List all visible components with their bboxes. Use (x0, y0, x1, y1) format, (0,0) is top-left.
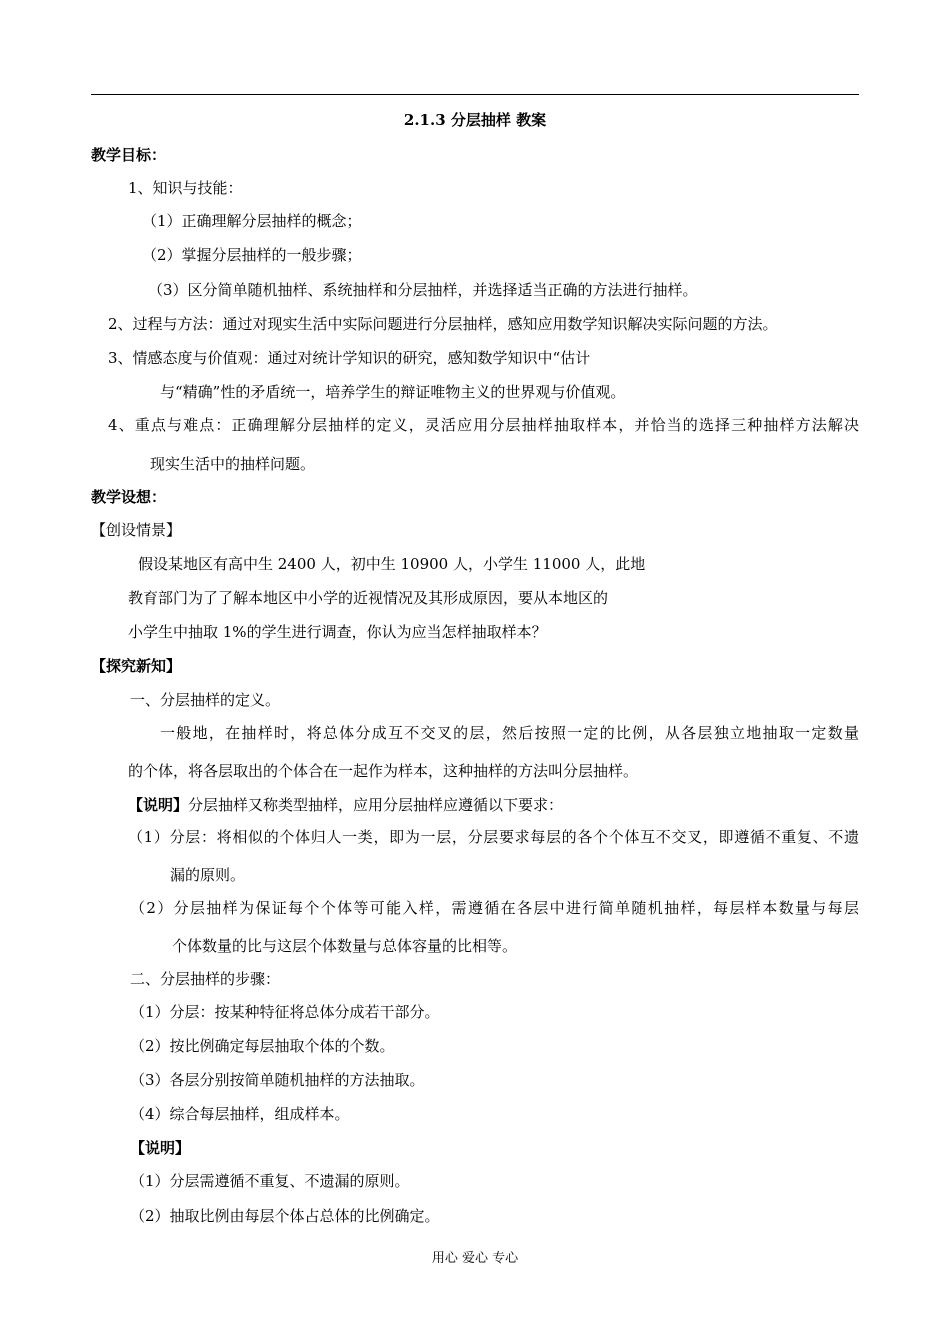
note-1-item-2-line-1: （2）分层抽样为保证每个个体等可能入样，需遵循在各层中进行简单随机抽样，每层样本数量与每层 (130, 899, 859, 917)
scenario-line-3: 小学生中抽取 1%的学生进行调查，你认为应当怎样抽取样本？ (128, 623, 547, 641)
scenario-line-2: 教育部门为了了解本地区中小学的近视情况及其形成原因，要从本地区的 (128, 589, 609, 607)
note-1-item-1-line-1: （1）分层：将相似的个体归人一类，即为一层，分层要求每层的各个个体互不交叉，即遵循不重复、不遗 (128, 828, 859, 846)
goal-1-item-1: （1）正确理解分层抽样的概念； (142, 212, 362, 230)
step-4: （4）综合每层抽样，组成样本。 (130, 1105, 350, 1123)
goals-heading: 教学目标： (91, 146, 167, 164)
note-1-tag: 【说明】 (128, 796, 189, 814)
goal-1: 1、知识与技能： (128, 179, 243, 197)
step-1: （1）分层：按某种特征将总体分成若干部分。 (130, 1003, 440, 1021)
page-title: 2.1.3 分层抽样 教案 (403, 111, 547, 129)
note-1-item-2-line-2: 个体数量的比与这层个体数量与总体容量的比相等。 (172, 937, 518, 955)
steps-heading: 二、分层抽样的步骤： (130, 970, 281, 988)
step-3: （3）各层分别按简单随机抽样的方法抽取。 (130, 1071, 425, 1089)
note-1 (128, 796, 563, 814)
note-1-item-1-line-2: 漏的原则。 (170, 866, 246, 884)
note-2-tag: 【说明】 (130, 1139, 191, 1157)
goal-3-line-1: 3、情感态度与价值观：通过对统计学知识的研究，感知数学知识中“估计 (108, 349, 591, 367)
goal-1-item-3: （3）区分简单随机抽样、系统抽样和分层抽样，并选择适当正确的方法进行抽样。 (148, 281, 698, 299)
scenario-heading: 【创设情景】 (91, 521, 182, 539)
scenario-line-1: 假设某地区有高中生 2400 人，初中生 10900 人，小学生 11000 人，此地 (138, 555, 646, 573)
definition-heading: 一、分层抽样的定义。 (130, 691, 281, 709)
note-2-item-1: （1）分层需遵循不重复、不遗漏的原则。 (130, 1172, 410, 1190)
goal-3-line-2: 与“精确”性的矛盾统一，培养学生的辩证唯物主义的世界观与价值观。 (160, 383, 626, 401)
definition-line-1: 一般地，在抽样时，将总体分成互不交叉的层，然后按照一定的比例，从各层独立地抽取一定数量 (160, 724, 859, 742)
note-2-item-2: （2）抽取比例由每层个体占总体的比例确定。 (130, 1207, 440, 1225)
step-2: （2）按比例确定每层抽取个体的个数。 (130, 1037, 395, 1055)
design-heading: 教学设想： (91, 488, 167, 506)
goal-4-line-1: 4、重点与难点：正确理解分层抽样的定义，灵活应用分层抽样抽取样本，并恰当的选择三种抽样方法解决 (108, 416, 859, 434)
definition-line-2: 的个体，将各层取出的个体合在一起作为样本，这种抽样的方法叫分层抽样。 (128, 762, 639, 780)
goal-1-item-2: （2）掌握分层抽样的一般步骤； (142, 246, 362, 264)
explore-heading: 【探究新知】 (91, 657, 182, 675)
header-rule (91, 94, 859, 95)
note-1-text: 分层抽样又称类型抽样，应用分层抽样应遵循以下要求： (188, 796, 564, 814)
page-footer: 用心 爱心 专心 (431, 1251, 519, 1266)
goal-2: 2、过程与方法：通过对现实生活中实际问题进行分层抽样，感知应用数学知识解决实际问题的方法。 (108, 315, 778, 333)
goal-4-line-2: 现实生活中的抽样问题。 (150, 455, 316, 473)
